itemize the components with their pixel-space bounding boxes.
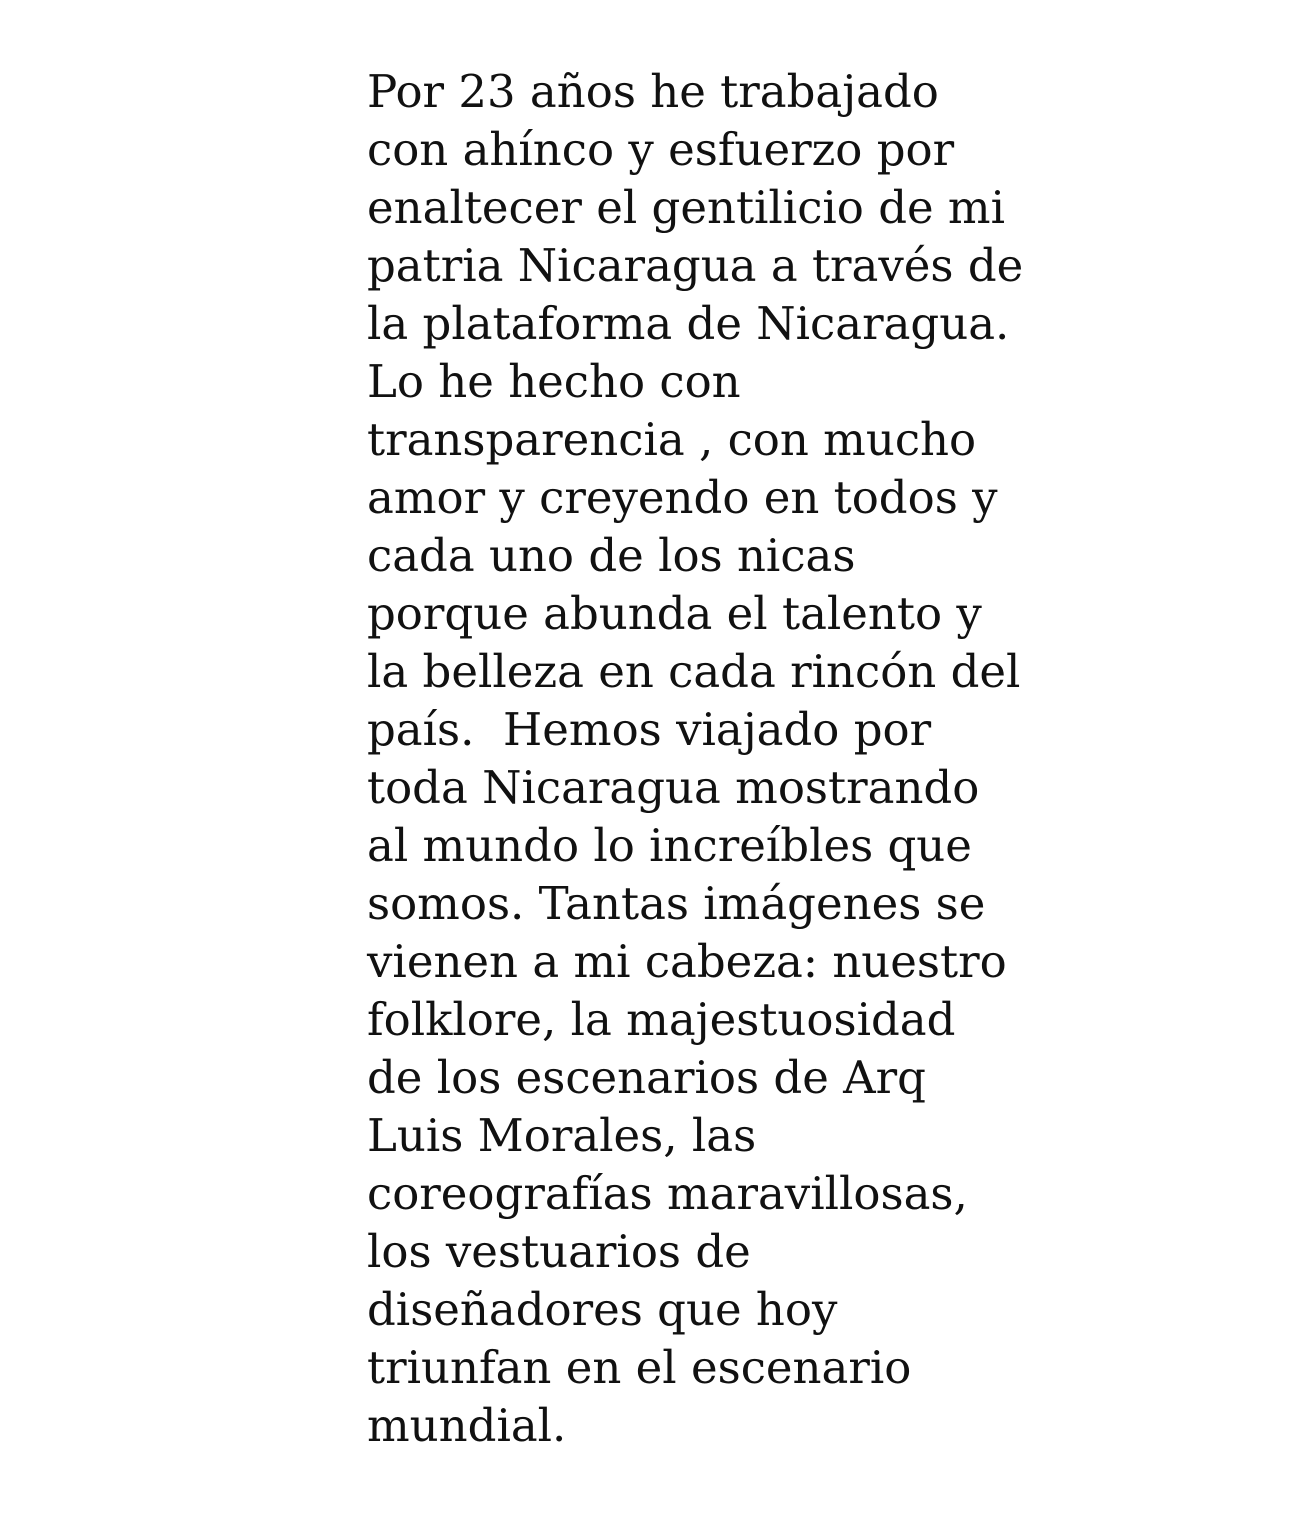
text-line: porque abunda el talento y bbox=[367, 587, 982, 640]
text-line: transparencia , con mucho bbox=[367, 413, 977, 466]
text-line: mundial. bbox=[367, 1399, 567, 1452]
statement-text bbox=[367, 63, 1024, 1455]
text-line: Lo he hecho con bbox=[367, 355, 741, 408]
text-line: Luis Morales, las bbox=[367, 1109, 757, 1162]
text-line: los vestuarios de bbox=[367, 1225, 751, 1278]
text-line: toda Nicaragua mostrando bbox=[367, 761, 980, 814]
text-line: patria Nicaragua a través de bbox=[367, 239, 1024, 292]
text-line: con ahínco y esfuerzo por bbox=[367, 123, 955, 176]
text-line: de los escenarios de Arq bbox=[367, 1051, 926, 1104]
text-line: coreografías maravillosas, bbox=[367, 1167, 968, 1220]
text-line: país. Hemos viajado por bbox=[367, 703, 932, 756]
text-line: folklore, la majestuosidad bbox=[367, 993, 956, 1046]
text-line: vienen a mi cabeza: nuestro bbox=[367, 935, 1007, 988]
text-line: enaltecer el gentilicio de mi bbox=[367, 181, 1005, 234]
text-line: diseñadores que hoy bbox=[367, 1283, 838, 1336]
text-line: triunfan en el escenario bbox=[367, 1341, 912, 1394]
text-line: cada uno de los nicas bbox=[367, 529, 856, 582]
text-line: amor y creyendo en todos y bbox=[367, 471, 998, 524]
text-line: la plataforma de Nicaragua. bbox=[367, 297, 1010, 350]
text-line: somos. Tantas imágenes se bbox=[367, 877, 986, 930]
text-line: al mundo lo increíbles que bbox=[367, 819, 972, 872]
text-line: Por 23 años he trabajado bbox=[367, 65, 939, 118]
text-line: la belleza en cada rincón del bbox=[367, 645, 1021, 698]
